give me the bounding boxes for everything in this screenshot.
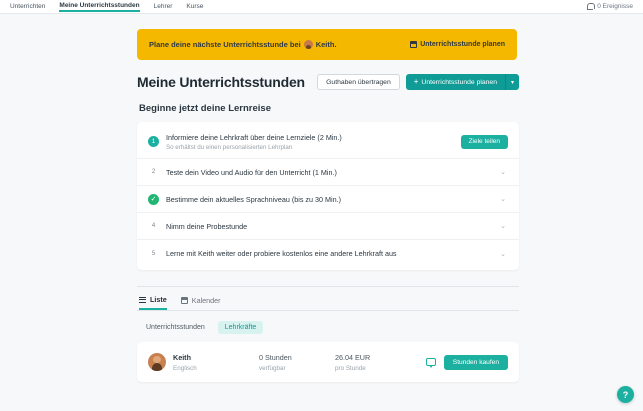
top-navigation-bar (0, 0, 643, 14)
chevron-down-icon[interactable]: ⌄ (500, 223, 506, 230)
tab-kalender-label: Kalender (191, 296, 221, 305)
schedule-button-group (406, 74, 519, 90)
teacher-hours: 0 Stunden (259, 352, 292, 362)
chevron-down-icon[interactable]: ⌄ (500, 169, 506, 176)
buy-hours-button[interactable]: Stunden kaufen (444, 355, 508, 370)
banner-schedule-link[interactable] (410, 41, 505, 48)
checklist-item-3[interactable] (137, 186, 519, 213)
teacher-price-cell (335, 353, 421, 372)
checklist-item-5[interactable] (137, 240, 519, 267)
content-divider (137, 286, 519, 287)
step-number-badge: 4 (151, 223, 156, 229)
filter-pill-tabs (139, 321, 617, 334)
schedule-lesson-button[interactable] (406, 74, 505, 90)
chevron-down-icon[interactable]: ⌄ (500, 250, 506, 258)
checklist-item-4[interactable] (137, 213, 519, 240)
plus-icon: + (413, 77, 419, 86)
tab-liste-label: Liste (150, 295, 167, 304)
notifications-label: 0 Ereignisse (597, 3, 633, 10)
calendar-icon (181, 297, 188, 304)
schedule-dropdown-button[interactable] (505, 74, 519, 90)
checklist-item-1[interactable] (137, 125, 519, 159)
teacher-price: 26.04 EUR (335, 352, 371, 362)
teacher-price-unit: pro Stunde (335, 364, 366, 372)
pill-unterrichtsstunden[interactable]: Unterrichtsstunden (146, 324, 205, 331)
nav-item-unterrichten[interactable]: Unterrichten (10, 3, 46, 10)
step-text-group (166, 133, 342, 151)
help-button[interactable] (617, 386, 634, 403)
step-number-badge: 2 (151, 169, 156, 175)
page-title-row (137, 74, 519, 90)
pill-lehrkraefte[interactable]: Lehrkräfte (218, 321, 264, 334)
list-icon (139, 297, 146, 303)
chat-bubble-icon[interactable] (426, 358, 436, 366)
banner-teacher-name: Keith. (315, 40, 337, 49)
teacher-name-cell (173, 353, 259, 372)
banner-cta-label: Unterrichtsstunde planen (420, 41, 505, 48)
main-content (118, 14, 643, 411)
tab-kalender[interactable] (181, 296, 221, 309)
banner-message-text: Plane deine nächste Unterrichtsstunde bei (149, 40, 301, 49)
bell-icon (587, 3, 593, 10)
step-text-group (166, 168, 337, 177)
teacher-row[interactable] (137, 342, 519, 382)
nav-item-meine-unterrichtsstunden[interactable]: Meine Unterrichtsstunden (59, 2, 139, 12)
tab-liste[interactable] (139, 295, 167, 310)
onboarding-checklist-card (137, 122, 519, 270)
teacher-availability: verfügbar (259, 364, 286, 372)
left-rail (0, 14, 118, 411)
chevron-down-icon: ▾ (511, 79, 515, 86)
share-goals-button[interactable]: Ziele teilen (461, 135, 508, 149)
step-complete-icon: ✓ (148, 194, 159, 205)
step-number-badge: 1 (148, 136, 159, 147)
section-title: Beginne jetzt deine Lernreise (139, 103, 271, 114)
step-title: Bestimme dein aktuelles Sprachniveau (bis zu 30 Min.) (166, 194, 341, 204)
schedule-banner (137, 29, 517, 60)
teacher-avatar-icon (148, 353, 166, 371)
step-title: Teste dein Video und Audio für den Unterricht (1 Min.) (166, 167, 337, 177)
banner-message (149, 40, 337, 49)
step-text-group (166, 222, 247, 231)
step-text-group (166, 249, 397, 258)
step-title: Nimm deine Probestunde (166, 221, 248, 231)
nav-item-kurse[interactable]: Kurse (186, 3, 204, 10)
step-title: Informiere deine Lehrkraft über deine Lernziele (2 Min.) (166, 132, 342, 142)
teacher-hours-cell (259, 353, 335, 372)
nav-notifications[interactable] (587, 3, 633, 10)
view-tabs-underline (137, 310, 519, 311)
teacher-name: Keith (173, 352, 191, 362)
calendar-icon (410, 41, 417, 48)
step-number-badge: 5 (151, 250, 156, 257)
nav-item-lehrer[interactable]: Lehrer (153, 3, 173, 10)
teacher-subject: Englisch (173, 364, 197, 372)
transfer-credit-button[interactable]: Guthaben übertragen (317, 74, 400, 90)
checklist-item-2[interactable] (137, 159, 519, 186)
user-avatar-icon (304, 40, 313, 49)
step-text-group (166, 195, 341, 204)
view-tabs (139, 295, 617, 310)
schedule-lesson-label: Unterrichtsstunde planen (421, 78, 497, 86)
step-title: Lerne mit Keith weiter oder probiere kostenlos eine andere Lehrkraft aus (166, 249, 397, 258)
page-title: Meine Unterrichtsstunden (137, 74, 305, 90)
question-mark-icon: ? (622, 389, 629, 400)
step-subtitle: So erhältst du einen personalisierten Lehrplan (166, 143, 293, 151)
chevron-down-icon[interactable]: ⌄ (500, 196, 506, 203)
